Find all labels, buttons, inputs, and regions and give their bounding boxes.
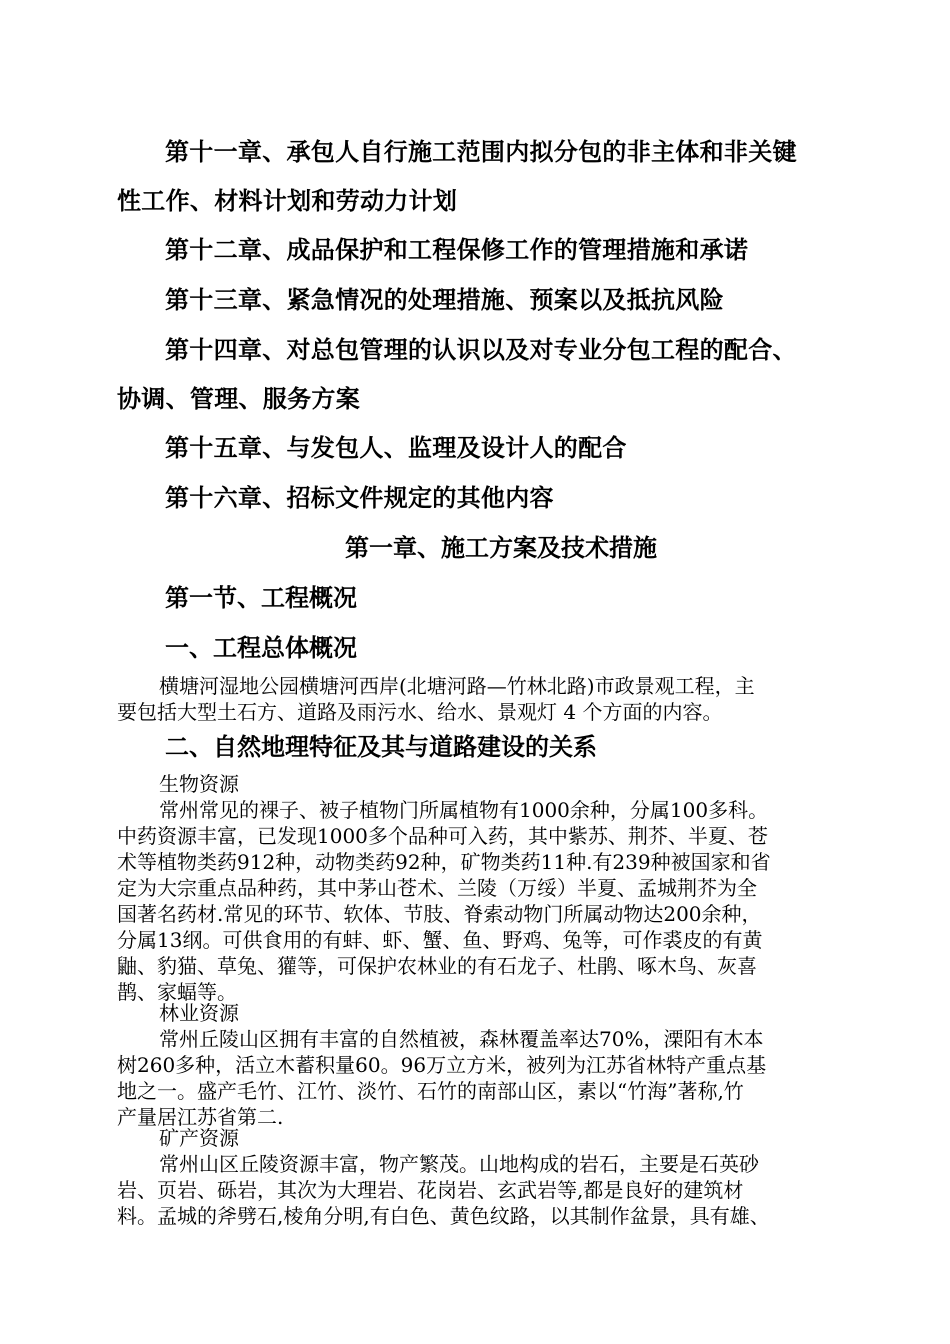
toc-chapter-11-line-1: 第十一章、承包人自行施工范围内拟分包的非主体和非关键 — [165, 137, 797, 166]
forest-paragraph-line: 树260多种，活立木蓄积量60。96万立方米，被列为江苏省林特产重点基 — [117, 1053, 767, 1077]
bio-resources-title: 生物资源 — [159, 772, 239, 796]
bio-paragraph-line: 术等植物类药912种，动物类药92种，矿物类药11种.有239种被国家和省 — [117, 850, 771, 874]
mineral-paragraph-line: 料。孟城的斧劈石,棱角分明,有白色、黄色纹路，以其制作盆景，具有雄、 — [117, 1204, 770, 1228]
toc-chapter-13: 第十三章、紧急情况的处理措施、预案以及抵抗风险 — [165, 285, 724, 314]
toc-chapter-15: 第十五章、与发包人、监理及设计人的配合 — [165, 433, 627, 462]
overview-paragraph-line-2: 要包括大型土石方、道路及雨污水、给水、景观灯 4 个方面的内容。 — [117, 700, 723, 724]
forest-paragraph-line: 地之一。盛产毛竹、江竹、淡竹、石竹的南部山区，素以“竹海”著称,竹 — [117, 1079, 744, 1103]
toc-chapter-14-line-1: 第十四章、对总包管理的认识以及对专业分包工程的配合、 — [165, 335, 797, 364]
bio-paragraph-line: 鼬、豹猫、草兔、獾等，可保护农林业的有石龙子、杜鹃、啄木鸟、灰喜 — [117, 954, 757, 978]
toc-chapter-16: 第十六章、招标文件规定的其他内容 — [165, 483, 554, 512]
bio-paragraph-line: 鹊、家蝠等。 — [117, 980, 237, 1004]
bio-paragraph-line: 中药资源丰富，已发现1000多个品种可入药，其中紫苏、荆芥、半夏、苍 — [117, 824, 768, 848]
bio-paragraph-line: 常州常见的裸子、被子植物门所属植物有1000余种，分属100多科。 — [159, 798, 769, 822]
toc-chapter-11-line-2: 性工作、材料计划和劳动力计划 — [117, 186, 458, 215]
mineral-resources-title: 矿产资源 — [159, 1126, 239, 1150]
mineral-paragraph-line: 岩、页岩、砾岩，其次为大理岩、花岗岩、玄武岩等,都是良好的建筑材 — [117, 1178, 744, 1202]
bio-paragraph-line: 国著名药材.常见的环节、软体、节肢、脊索动物门所属动物达200余种， — [117, 902, 762, 926]
forest-paragraph-line: 常州丘陵山区拥有丰富的自然植被，森林覆盖率达70%，溧阳有木本 — [159, 1027, 764, 1051]
chapter-1-title: 第一章、施工方案及技术措施 — [345, 533, 657, 562]
mineral-paragraph-line: 常州山区丘陵资源丰富，物产繁茂。山地构成的岩石，主要是石英砂 — [159, 1152, 759, 1176]
toc-chapter-12: 第十二章、成品保护和工程保修工作的管理措施和承诺 — [165, 235, 749, 264]
bio-paragraph-line: 分属13纲。可供食用的有蚌、虾、蟹、鱼、野鸡、兔等，可作裘皮的有黄 — [117, 928, 763, 952]
toc-chapter-14-line-2: 协调、管理、服务方案 — [117, 384, 360, 413]
forest-paragraph-line: 产量居江苏省第二. — [117, 1105, 284, 1129]
subsection-overview-heading: 一、工程总体概况 — [165, 633, 357, 662]
section-1-heading: 第一节、工程概况 — [165, 583, 357, 612]
forest-resources-title: 林业资源 — [159, 1001, 239, 1025]
subsection-geography-heading: 二、自然地理特征及其与道路建设的关系 — [165, 732, 597, 761]
overview-paragraph-line-1: 横塘河湿地公园横塘河西岸(北塘河路—竹林北路)市政景观工程，主 — [159, 674, 755, 698]
bio-paragraph-line: 定为大宗重点品种药，其中茅山苍术、兰陵（万绥）半夏、孟城荆芥为全 — [117, 876, 757, 900]
